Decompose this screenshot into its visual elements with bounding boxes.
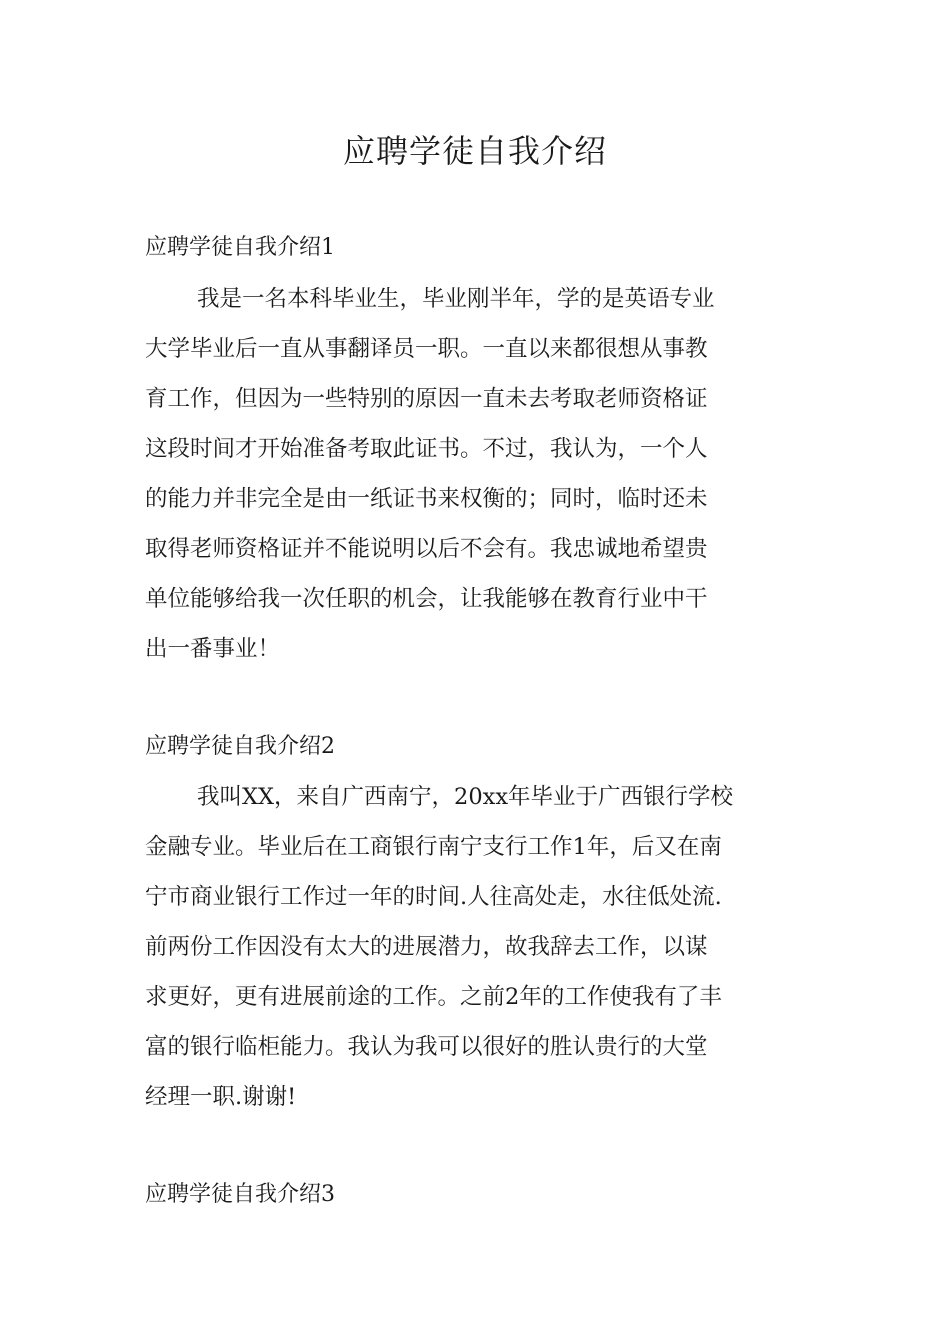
paragraph-line: 富的银行临柜能力。我认为我可以很好的胜认贵行的大堂 bbox=[145, 1034, 708, 1060]
paragraph-line: 的能力并非完全是由一纸证书来权衡的；同时，临时还未 bbox=[145, 486, 708, 512]
paragraph-line: 大学毕业后一直从事翻译员一职。一直以来都很想从事教 bbox=[145, 336, 708, 362]
section-paragraph-1 bbox=[145, 274, 845, 674]
section-heading-1: 应聘学徒自我介绍1 bbox=[145, 235, 335, 260]
paragraph-line: 单位能够给我一次任职的机会，让我能够在教育行业中干 bbox=[145, 586, 708, 612]
paragraph-line: 我是一名本科毕业生，毕业刚半年，学的是英语专业 bbox=[197, 286, 715, 312]
paragraph-line: 金融专业。毕业后在工商银行南宁支行工作1年，后又在南 bbox=[145, 834, 722, 860]
paragraph-line: 经理一职.谢谢! bbox=[145, 1084, 297, 1110]
document-title: 应聘学徒自我介绍 bbox=[342, 132, 607, 170]
paragraph-line: 求更好，更有进展前途的工作。之前2年的工作使我有了丰 bbox=[145, 984, 722, 1010]
paragraph-line: 前两份工作因没有太大的进展潜力，故我辞去工作，以谋 bbox=[145, 934, 708, 960]
paragraph-line: 宁市商业银行工作过一年的时间.人往高处走，水往低处流. bbox=[145, 884, 722, 910]
section-paragraph-2 bbox=[145, 772, 845, 1122]
section-heading-2: 应聘学徒自我介绍2 bbox=[145, 734, 335, 759]
paragraph-line: 这段时间才开始准备考取此证书。不过，我认为，一个人 bbox=[145, 436, 708, 462]
paragraph-line: 育工作，但因为一些特别的原因一直未去考取老师资格证 bbox=[145, 386, 708, 412]
paragraph-line: 出一番事业！ bbox=[145, 636, 281, 662]
paragraph-line: 我叫XX，来自广西南宁，20xx年毕业于广西银行学校 bbox=[197, 784, 734, 810]
section-heading-3: 应聘学徒自我介绍3 bbox=[145, 1182, 335, 1207]
paragraph-line: 取得老师资格证并不能说明以后不会有。我忠诚地希望贵 bbox=[145, 536, 708, 562]
